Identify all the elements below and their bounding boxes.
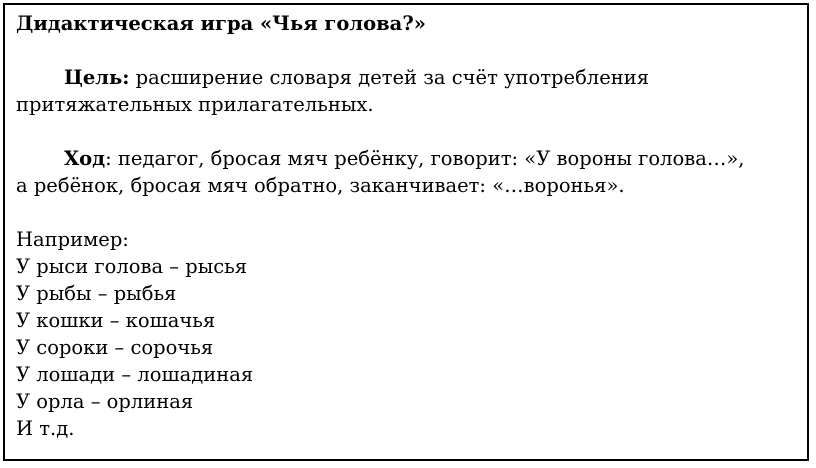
examples-list: [16, 253, 797, 442]
example-item: У кошки – кошачья: [16, 309, 216, 332]
process-line-1: [16, 145, 797, 172]
document-frame: [3, 3, 809, 461]
goal-line-1: [16, 64, 797, 91]
process-text-1: : педагог, бросая мяч ребёнку, говорит: «У вороны голова…»,: [105, 147, 745, 170]
example-item: И т.д.: [16, 417, 75, 440]
example-item: У рыси голова – рысья: [16, 255, 248, 278]
example-item: У сороки – сорочья: [16, 336, 214, 359]
goal-paragraph: [16, 64, 797, 118]
spacer: [16, 37, 797, 64]
goal-text-2: притяжательных прилагательных.: [16, 93, 374, 116]
process-paragraph: [16, 145, 797, 199]
spacer: [16, 199, 797, 226]
example-item: У орла – орлиная: [16, 390, 194, 413]
document-title: Дидактическая игра «Чья голова?»: [16, 12, 426, 35]
example-item: У рыбы – рыбья: [16, 282, 177, 305]
process-label: Ход: [64, 147, 106, 170]
goal-label: Цель:: [64, 66, 130, 89]
spacer: [16, 118, 797, 145]
examples-heading: Например:: [16, 228, 129, 251]
goal-text-1: расширение словаря детей за счёт употребления: [129, 66, 650, 89]
example-item: У лошади – лошадиная: [16, 363, 254, 386]
process-text-2: а ребёнок, бросая мяч обратно, заканчивает: «…воронья».: [16, 174, 625, 197]
